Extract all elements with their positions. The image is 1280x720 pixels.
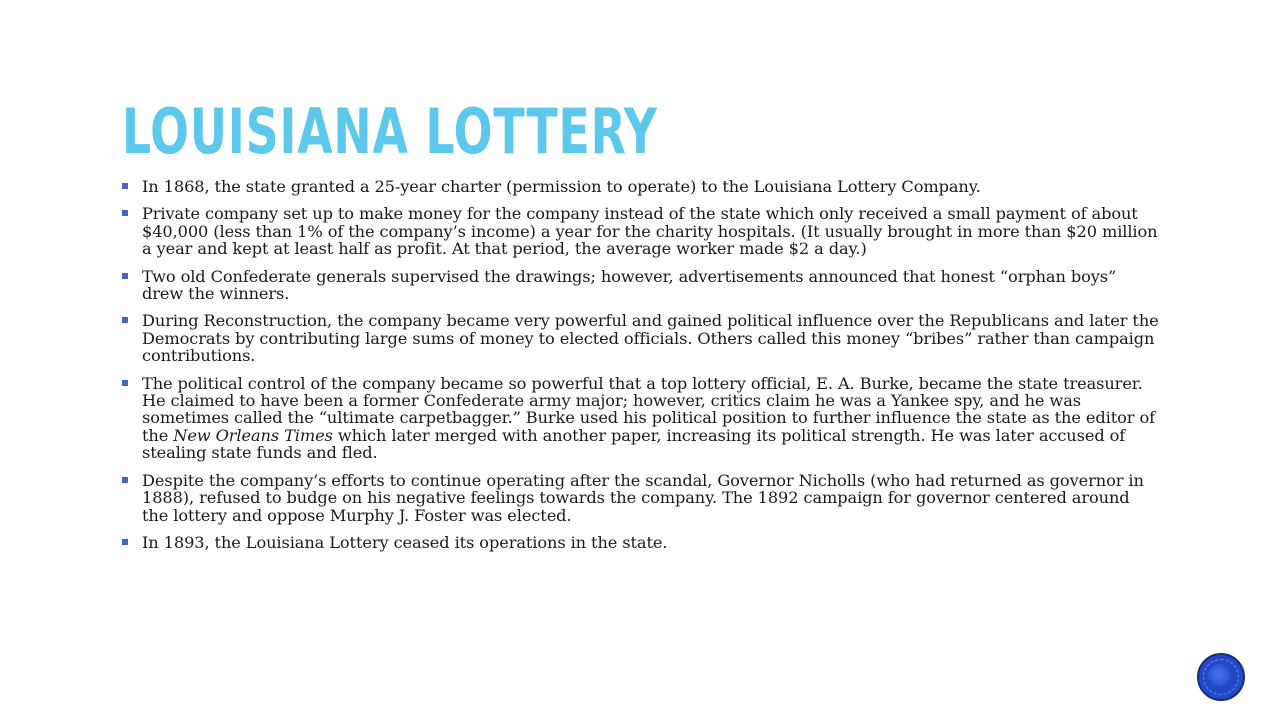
bullet-item [122,312,1160,364]
bullet-text: In 1893, the Louisiana Lottery ceased its operations in the state. [142,532,668,552]
bullet-square-icon [122,183,128,189]
bullet-text: During Reconstruction, the company became very powerful and gained political influence over the Republicans and later the Democrats by contributing large sums of money to elected officials. Others called this money “bribes” rather than campaign contributions. [142,311,1159,366]
bullet-square-icon [122,273,128,279]
bullet-text: Despite the company’s efforts to continue operating after the scandal, Governor Nicholls (who had returned as governor in 1888), refused to budge on his negative feelings towards the company. The 1892 campaign for governor centered around the lottery and oppose Murphy J. Foster was elected. [142,470,1144,525]
bullet-item [122,268,1160,303]
button-glow [1208,664,1230,686]
bullet-square-icon [122,317,128,323]
bullet-item [122,472,1160,524]
bullet-item [122,375,1160,462]
bullet-text-part: which later merged with another paper, increasing its political strength. He was later accused of stealing state funds and fled. [142,425,1126,463]
bullet-item [122,205,1160,257]
slide-nav-button[interactable] [1197,653,1245,701]
bullet-text-part: The political control of the company became so powerful that a top lottery official, E. A. Burke, became the state treasurer. He claimed to have been a former Confederate army major; however, critics claim he was a Yankee spy, and he was sometimes called the “ultimate carpetbagger.” Burke used his political position to further influence the state as the editor of the [142,373,1155,445]
bullet-item [122,534,1160,551]
bullet-square-icon [122,539,128,545]
bullet-list [122,178,1160,561]
bullet-text: In 1868, the state granted a 25-year charter (permission to operate) to the Louisiana Lottery Company. [142,177,981,196]
newspaper-title: New Orleans Times [173,425,333,445]
bullet-square-icon [122,380,128,386]
slide-title: LOUISIANA LOTTERY [122,95,658,168]
bullet-text [142,375,1160,462]
bullet-square-icon [122,210,128,216]
bullet-item [122,178,1160,195]
bullet-text: Two old Confederate generals supervised the drawings; however, advertisements announced that honest “orphan boys” drew the winners. [142,266,1117,304]
bullet-square-icon [122,477,128,483]
bullet-text: Private company set up to make money for the company instead of the state which only received a small payment of about $40,000 (less than 1% of the company’s income) a year for the charity hospitals. (It usually brought in more than $20 million a year and kept at least half as profit. At that period, the average worker made $2 a day.) [142,204,1158,259]
